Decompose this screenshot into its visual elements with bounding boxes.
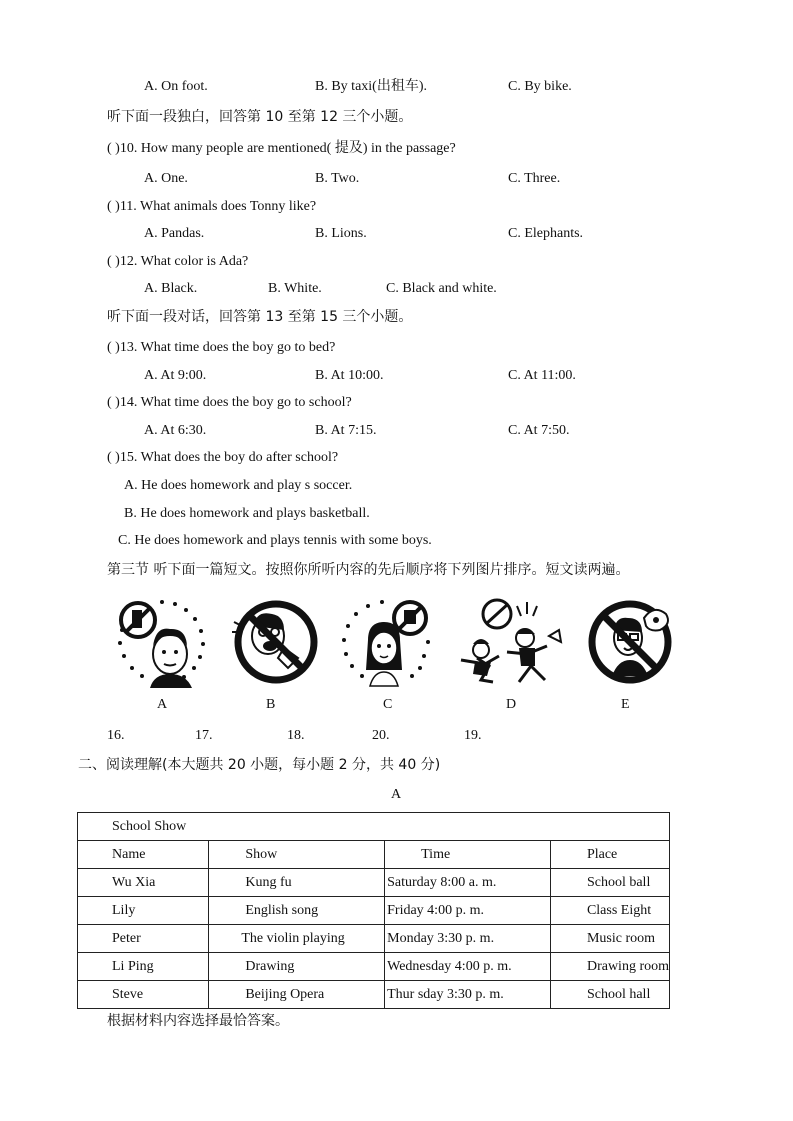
cell-show: English song: [209, 897, 385, 925]
section-monologue-heading: 听下面一段独白，回答第 10 至第 12 三个小题。: [107, 109, 413, 125]
cell-name: Li Ping: [78, 953, 209, 981]
q15-option-c: C. He does homework and plays tennis with some boys.: [118, 533, 432, 548]
q13-option-b: B. At 10:00.: [315, 368, 384, 383]
table-caption: School Show: [78, 813, 670, 841]
cell-show: Kung fu: [209, 869, 385, 897]
passage-label: A: [391, 787, 402, 802]
answer-number-20: 20.: [372, 728, 390, 743]
table-row: [78, 869, 670, 897]
q11-option-a: A. Pandas.: [144, 226, 205, 241]
cell-name: Steve: [78, 981, 209, 1009]
q13-option-c: C. At 11:00.: [508, 368, 576, 383]
q15-option-a: A. He does homework and play s soccer.: [124, 478, 353, 493]
q14-stem: ( )14. What time does the boy go to school?: [107, 395, 352, 410]
picture-b-no-shouting: [226, 596, 326, 688]
part2-heading: 二、阅读理解(本大题共 20 小题，每小题 2 分，共 40 分): [78, 757, 441, 773]
cell-place: Drawing room: [550, 953, 669, 981]
cell-time: Wednesday 4:00 p. m.: [385, 953, 551, 981]
section-dialogue-heading: 听下面一段对话，回答第 13 至第 15 三个小题。: [107, 309, 413, 325]
picture-e-no-eating: [584, 596, 684, 688]
q13-stem: ( )13. What time does the boy go to bed?: [107, 340, 336, 355]
picture-c-girl-no-food: [338, 596, 438, 688]
q10-option-c: C. Three.: [508, 171, 561, 186]
answer-number-16: 16.: [107, 728, 125, 743]
q12-option-a: A. Black.: [144, 281, 198, 296]
q15-option-b: B. He does homework and plays basketball.: [124, 506, 370, 521]
cell-name: Peter: [78, 925, 209, 953]
header-time: Time: [385, 841, 551, 869]
answer-number-19: 19.: [464, 728, 482, 743]
q11-stem: ( )11. What animals does Tonny like?: [107, 199, 317, 214]
picture-label-d: D: [506, 697, 517, 712]
school-show-table: [77, 812, 670, 1009]
picture-a-boy-no-food: [112, 596, 212, 688]
picture-d-no-running: [455, 596, 567, 688]
q12-option-c: C. Black and white.: [386, 281, 497, 296]
picture-label-b: B: [266, 697, 276, 712]
cell-place: School ball: [550, 869, 669, 897]
q9-option-b: B. By taxi(出租车).: [315, 79, 427, 94]
q14-option-c: C. At 7:50.: [508, 423, 570, 438]
q11-option-c: C. Elephants.: [508, 226, 584, 241]
answer-number-18: 18.: [287, 728, 305, 743]
section3-heading: 第三节 听下面一篇短文。按照你所听内容的先后顺序将下列图片排序。短文读两遍。: [107, 562, 630, 578]
q14-option-b: B. At 7:15.: [315, 423, 377, 438]
header-name: Name: [78, 841, 209, 869]
table-row: [78, 981, 670, 1009]
q11-option-b: B. Lions.: [315, 226, 367, 241]
cell-place: Class Eight: [550, 897, 669, 925]
table-row: [78, 953, 670, 981]
picture-label-e: E: [621, 697, 630, 712]
header-show: Show: [209, 841, 385, 869]
cell-time: Friday 4:00 p. m.: [385, 897, 551, 925]
q12-option-b: B. White.: [268, 281, 322, 296]
cell-time: Thur sday 3:30 p. m.: [385, 981, 551, 1009]
picture-label-c: C: [383, 697, 393, 712]
q9-option-a: A. On foot.: [144, 79, 208, 94]
cell-place: Music room: [550, 925, 669, 953]
q14-option-a: A. At 6:30.: [144, 423, 207, 438]
q9-option-c: C. By bike.: [508, 79, 572, 94]
cell-name: Lily: [78, 897, 209, 925]
cell-show: Drawing: [209, 953, 385, 981]
q15-stem: ( )15. What does the boy do after school?: [107, 450, 339, 465]
q10-option-a: A. One.: [144, 171, 188, 186]
cell-place: School hall: [550, 981, 669, 1009]
cell-time: Saturday 8:00 a. m.: [385, 869, 551, 897]
cell-name: Wu Xia: [78, 869, 209, 897]
table-row: [78, 925, 670, 953]
picture-label-a: A: [157, 697, 168, 712]
q10-option-b: B. Two.: [315, 171, 360, 186]
table-row: [78, 897, 670, 925]
cell-time: Monday 3:30 p. m.: [385, 925, 551, 953]
cell-show: Beijing Opera: [209, 981, 385, 1009]
q13-option-a: A. At 9:00.: [144, 368, 207, 383]
table-header-row: [78, 841, 670, 869]
header-place: Place: [550, 841, 669, 869]
instruction-text: 根据材料内容选择最恰答案。: [107, 1013, 289, 1029]
q10-stem: ( )10. How many people are mentioned( 提及) in the passage?: [107, 141, 456, 156]
cell-show: The violin playing: [209, 925, 385, 953]
q12-stem: ( )12. What color is Ada?: [107, 254, 249, 269]
answer-number-17: 17.: [195, 728, 213, 743]
